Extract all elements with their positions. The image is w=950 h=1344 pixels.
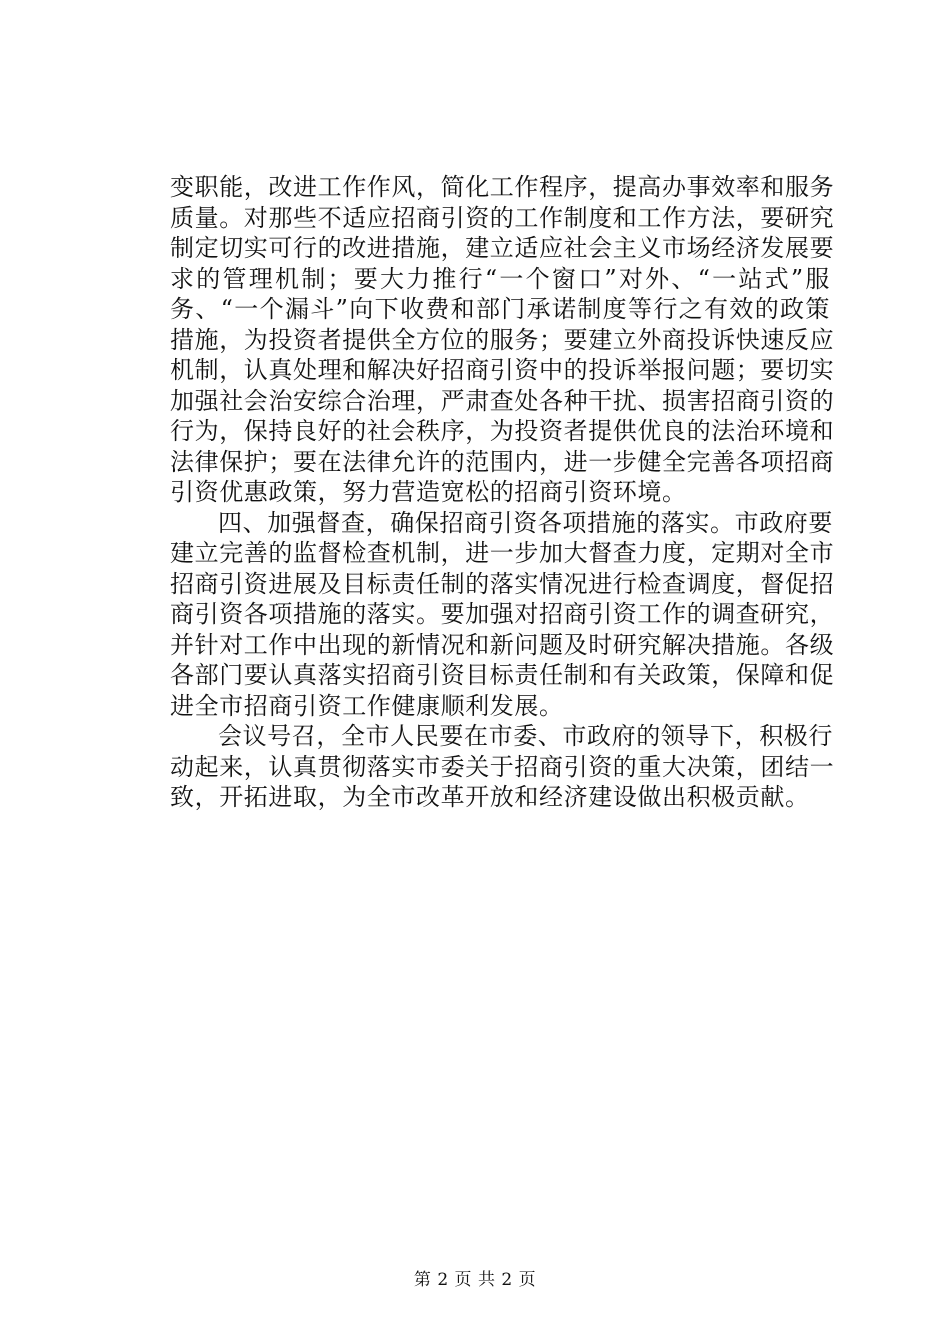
text-line: 动起来，认真贯彻落实市委关于招商引资的重大决策，团结一 xyxy=(170,752,835,781)
text-line: 进全市招商引资工作健康顺利发展。 xyxy=(170,691,564,720)
text-line: 引资优惠政策，努力营造宽松的招商引资环境。 xyxy=(170,478,687,506)
text-line: 求的管理机制；要大力推行“一个窗口”对外、“一站式”服 xyxy=(170,264,830,293)
text-line: 各部门要认真落实招商引资目标责任制和有关政策，保障和促 xyxy=(170,661,835,689)
text-line: 务、“一个漏斗”向下收费和部门承诺制度等行之有效的政策 xyxy=(170,295,830,323)
text-line: 会议号召，全市人民要在市委、市政府的领导下，积极行 xyxy=(218,722,833,750)
text-line: 并针对工作中出现的新情况和新问题及时研究解决措施。各级 xyxy=(170,630,835,659)
paragraph-3 xyxy=(170,721,835,813)
text-line: 四、加强督查，确保招商引资各项措施的落实。市政府要 xyxy=(218,508,833,537)
text-line: 商引资各项措施的落实。要加强对招商引资工作的调查研究， xyxy=(170,600,835,628)
paragraph-1 xyxy=(170,172,835,508)
text-line: 招商引资进展及目标责任制的落实情况进行检查调度，督促招 xyxy=(170,569,835,598)
paragraph-2 xyxy=(170,508,835,722)
page-number-footer: 第 2 页 共 2 页 xyxy=(413,1270,537,1290)
document-body xyxy=(170,172,835,813)
text-line: 建立完善的监督检查机制，进一步加大督查力度，定期对全市 xyxy=(170,539,835,567)
text-line: 变职能，改进工作作风，简化工作程序，提高办事效率和服务 xyxy=(170,173,835,201)
text-line: 加强社会治安综合治理，严肃查处各种干扰、损害招商引资的 xyxy=(170,386,835,415)
text-line: 行为，保持良好的社会秩序，为投资者提供优良的法治环境和 xyxy=(170,417,835,445)
text-line: 制定切实可行的改进措施，建立适应社会主义市场经济发展要 xyxy=(170,234,835,262)
text-line: 质量。对那些不适应招商引资的工作制度和工作方法，要研究 xyxy=(170,203,835,232)
text-line: 机制，认真处理和解决好招商引资中的投诉举报问题；要切实 xyxy=(170,356,835,384)
text-line: 法律保护；要在法律允许的范围内，进一步健全完善各项招商 xyxy=(170,447,835,476)
text-line: 措施，为投资者提供全方位的服务；要建立外商投诉快速反应 xyxy=(170,325,835,354)
text-line: 致，开拓进取，为全市改革开放和经济建设做出积极贡献。 xyxy=(170,783,810,811)
